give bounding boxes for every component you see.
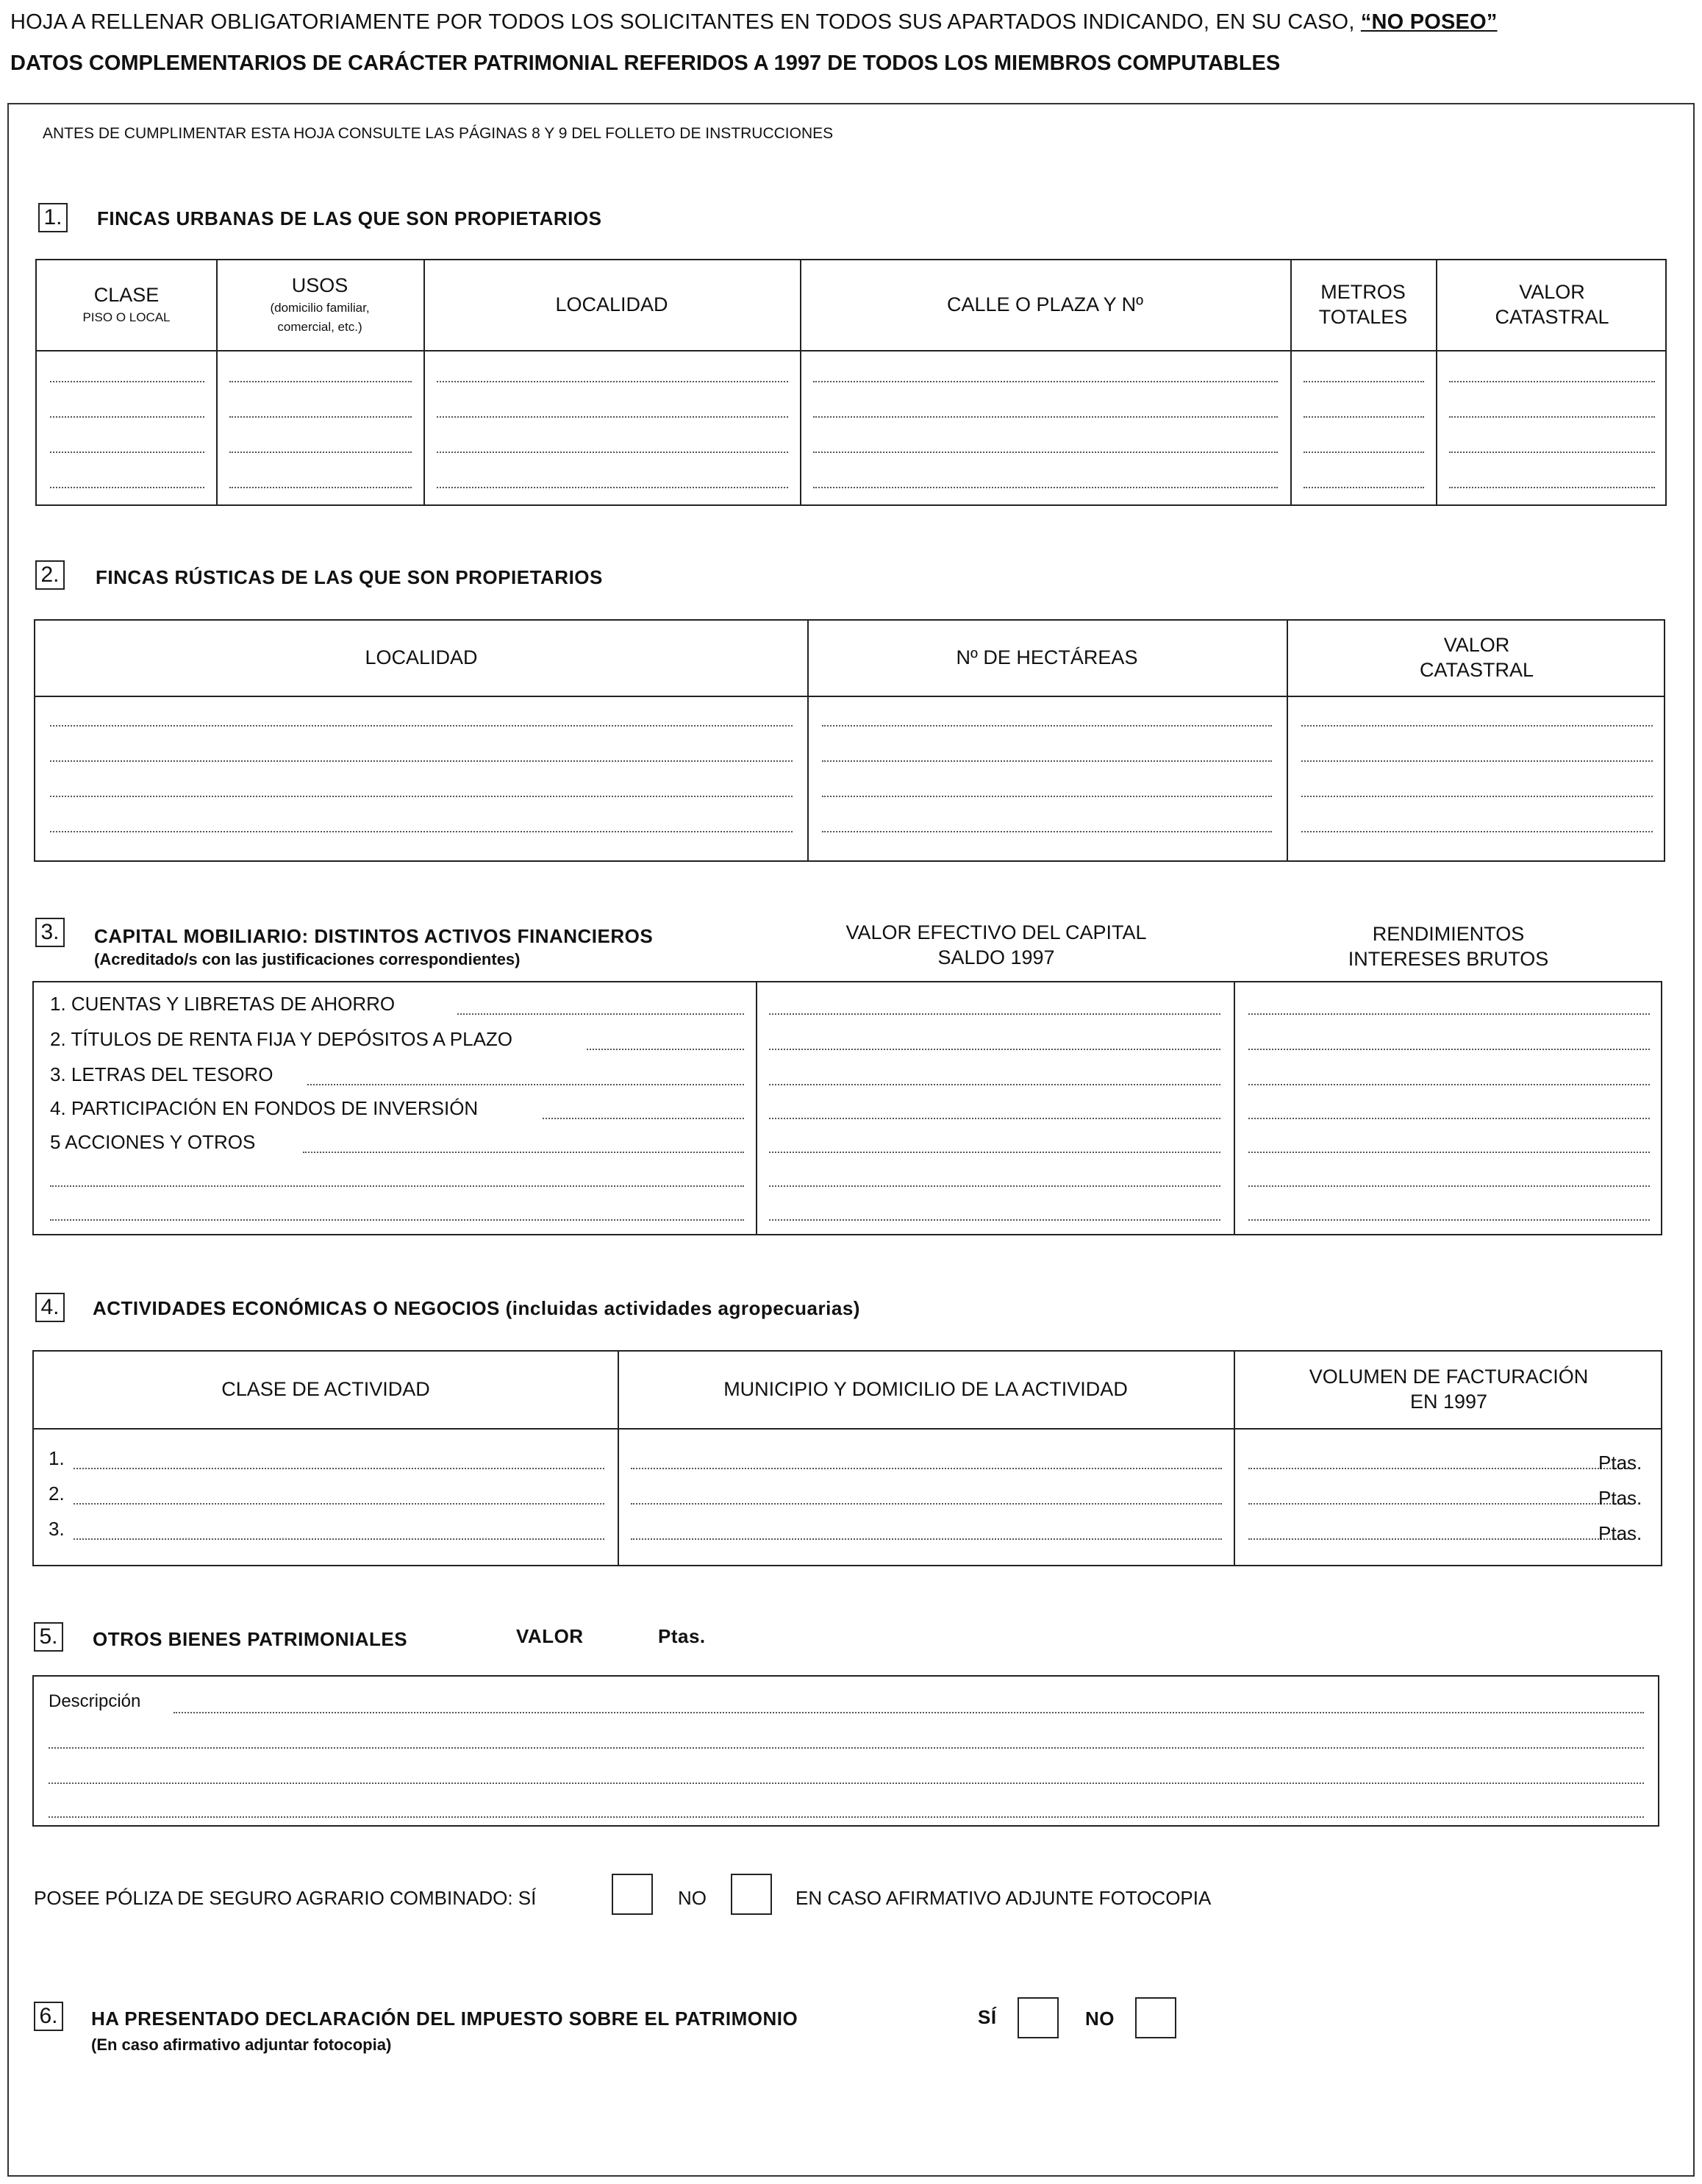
col-clase: CLASE PISO O LOCAL [82,283,171,324]
section-6-number: 6. [34,2002,63,2031]
section-1-title: FINCAS URBANAS DE LAS QUE SON PROPIETARIOS [97,207,602,229]
col-clase-actividad: CLASE DE ACTIVIDAD [221,1378,430,1401]
seguro-si-checkbox[interactable] [612,1874,653,1915]
header-line-2: DATOS COMPLEMENTARIOS DE CARÁCTER PATRIMONIAL REFERIDOS A 1997 DE TODOS LOS MIEMBROS COMPUTABLES [10,51,1281,75]
ptas-label-1: Ptas. [1598,1452,1642,1474]
activity-row-1: 1. [49,1447,65,1469]
header-line-1-text: HOJA A RELLENAR OBLIGATORIAMENTE POR TODOS LOS SOLICITANTES EN TODOS SUS APARTADOS INDICANDO, EN SU CASO, [10,10,1361,34]
section-3-subtitle: (Acreditado/s con las justificaciones correspondientes) [94,950,521,968]
section-5-ptas: Ptas. [658,1625,706,1647]
col-usos: USOS (domicilio familiar, comercial, etc.) [270,274,370,334]
col-valor-catastral: VALOR CATASTRAL [1495,281,1609,328]
other-assets-box [32,1675,1659,1827]
col-hectareas: Nº DE HECTÁREAS [956,646,1138,669]
section-3-title: CAPITAL MOBILIARIO: DISTINTOS ACTIVOS FINANCIEROS [94,925,654,947]
urban-properties-table [35,259,1667,506]
financial-assets-table [32,981,1662,1235]
descripcion-label: Descripción [49,1691,141,1711]
col-valor-efectivo: VALOR EFECTIVO DEL CAPITAL SALDO 1997 [845,921,1147,968]
asset-label-2: 2. TÍTULOS DE RENTA FIJA Y DEPÓSITOS A PLAZO [50,1028,513,1050]
header-line-1 [10,10,1498,35]
activity-row-3: 3. [49,1518,65,1540]
section-6-si-label: SÍ [978,2006,997,2028]
col-localidad: LOCALIDAD [365,646,478,669]
col-calle: CALLE O PLAZA Y Nº [947,293,1143,316]
section-3-number: 3. [35,918,65,947]
col-localidad: LOCALIDAD [555,293,668,316]
asset-label-4: 4. PARTICIPACIÓN EN FONDOS DE INVERSIÓN [50,1097,479,1119]
seguro-tail: EN CASO AFIRMATIVO ADJUNTE FOTOCOPIA [795,1887,1212,1909]
col-municipio: MUNICIPIO Y DOMICILIO DE LA ACTIVIDAD [723,1378,1128,1401]
ptas-label-2: Ptas. [1598,1487,1642,1509]
col-metros: METROS TOTALES [1318,281,1408,328]
header-no-poseo: “NO POSEO” [1360,10,1498,34]
asset-label-3: 3. LETRAS DEL TESORO [50,1063,273,1085]
ptas-label-3: Ptas. [1598,1522,1642,1544]
seguro-no-checkbox[interactable] [731,1874,772,1915]
section-2-title: FINCAS RÚSTICAS DE LAS QUE SON PROPIETARIOS [96,566,603,588]
section-4-number: 4. [35,1293,65,1322]
section-5-title: OTROS BIENES PATRIMONIALES [93,1628,408,1650]
col-volumen: VOLUMEN DE FACTURACIÓN EN 1997 [1309,1366,1589,1413]
section-6-title: HA PRESENTADO DECLARACIÓN DEL IMPUESTO SOBRE EL PATRIMONIO [91,2008,798,2030]
patrimonio-no-checkbox[interactable] [1135,1997,1176,2038]
col-rendimientos: RENDIMIENTOS INTERESES BRUTOS [1348,923,1549,970]
col-valor-catastral: VALOR CATASTRAL [1419,634,1534,681]
economic-activities-table [32,1350,1662,1566]
asset-label-1: 1. CUENTAS Y LIBRETAS DE AHORRO [50,993,396,1015]
section-1-number: 1. [38,203,68,232]
patrimonio-si-checkbox[interactable] [1018,1997,1059,2038]
asset-label-5: 5 ACCIONES Y OTROS [50,1131,256,1153]
section-4-title: ACTIVIDADES ECONÓMICAS O NEGOCIOS (incluidas actividades agropecuarias) [93,1297,860,1319]
section-6-no-label: NO [1085,2008,1115,2030]
activity-row-2: 2. [49,1482,65,1505]
section-2-number: 2. [35,560,65,590]
section-5-number: 5. [34,1622,63,1652]
seguro-no-label: NO [678,1887,707,1909]
instructions-note: ANTES DE CUMPLIMENTAR ESTA HOJA CONSULTE LAS PÁGINAS 8 Y 9 DEL FOLLETO DE INSTRUCCIONES [43,125,834,142]
section-5-valor: VALOR [516,1625,584,1647]
seguro-label: POSEE PÓLIZA DE SEGURO AGRARIO COMBINADO: SÍ [34,1887,537,1909]
rural-properties-table [34,619,1665,862]
section-6-subtitle: (En caso afirmativo adjuntar fotocopia) [91,2035,392,2054]
